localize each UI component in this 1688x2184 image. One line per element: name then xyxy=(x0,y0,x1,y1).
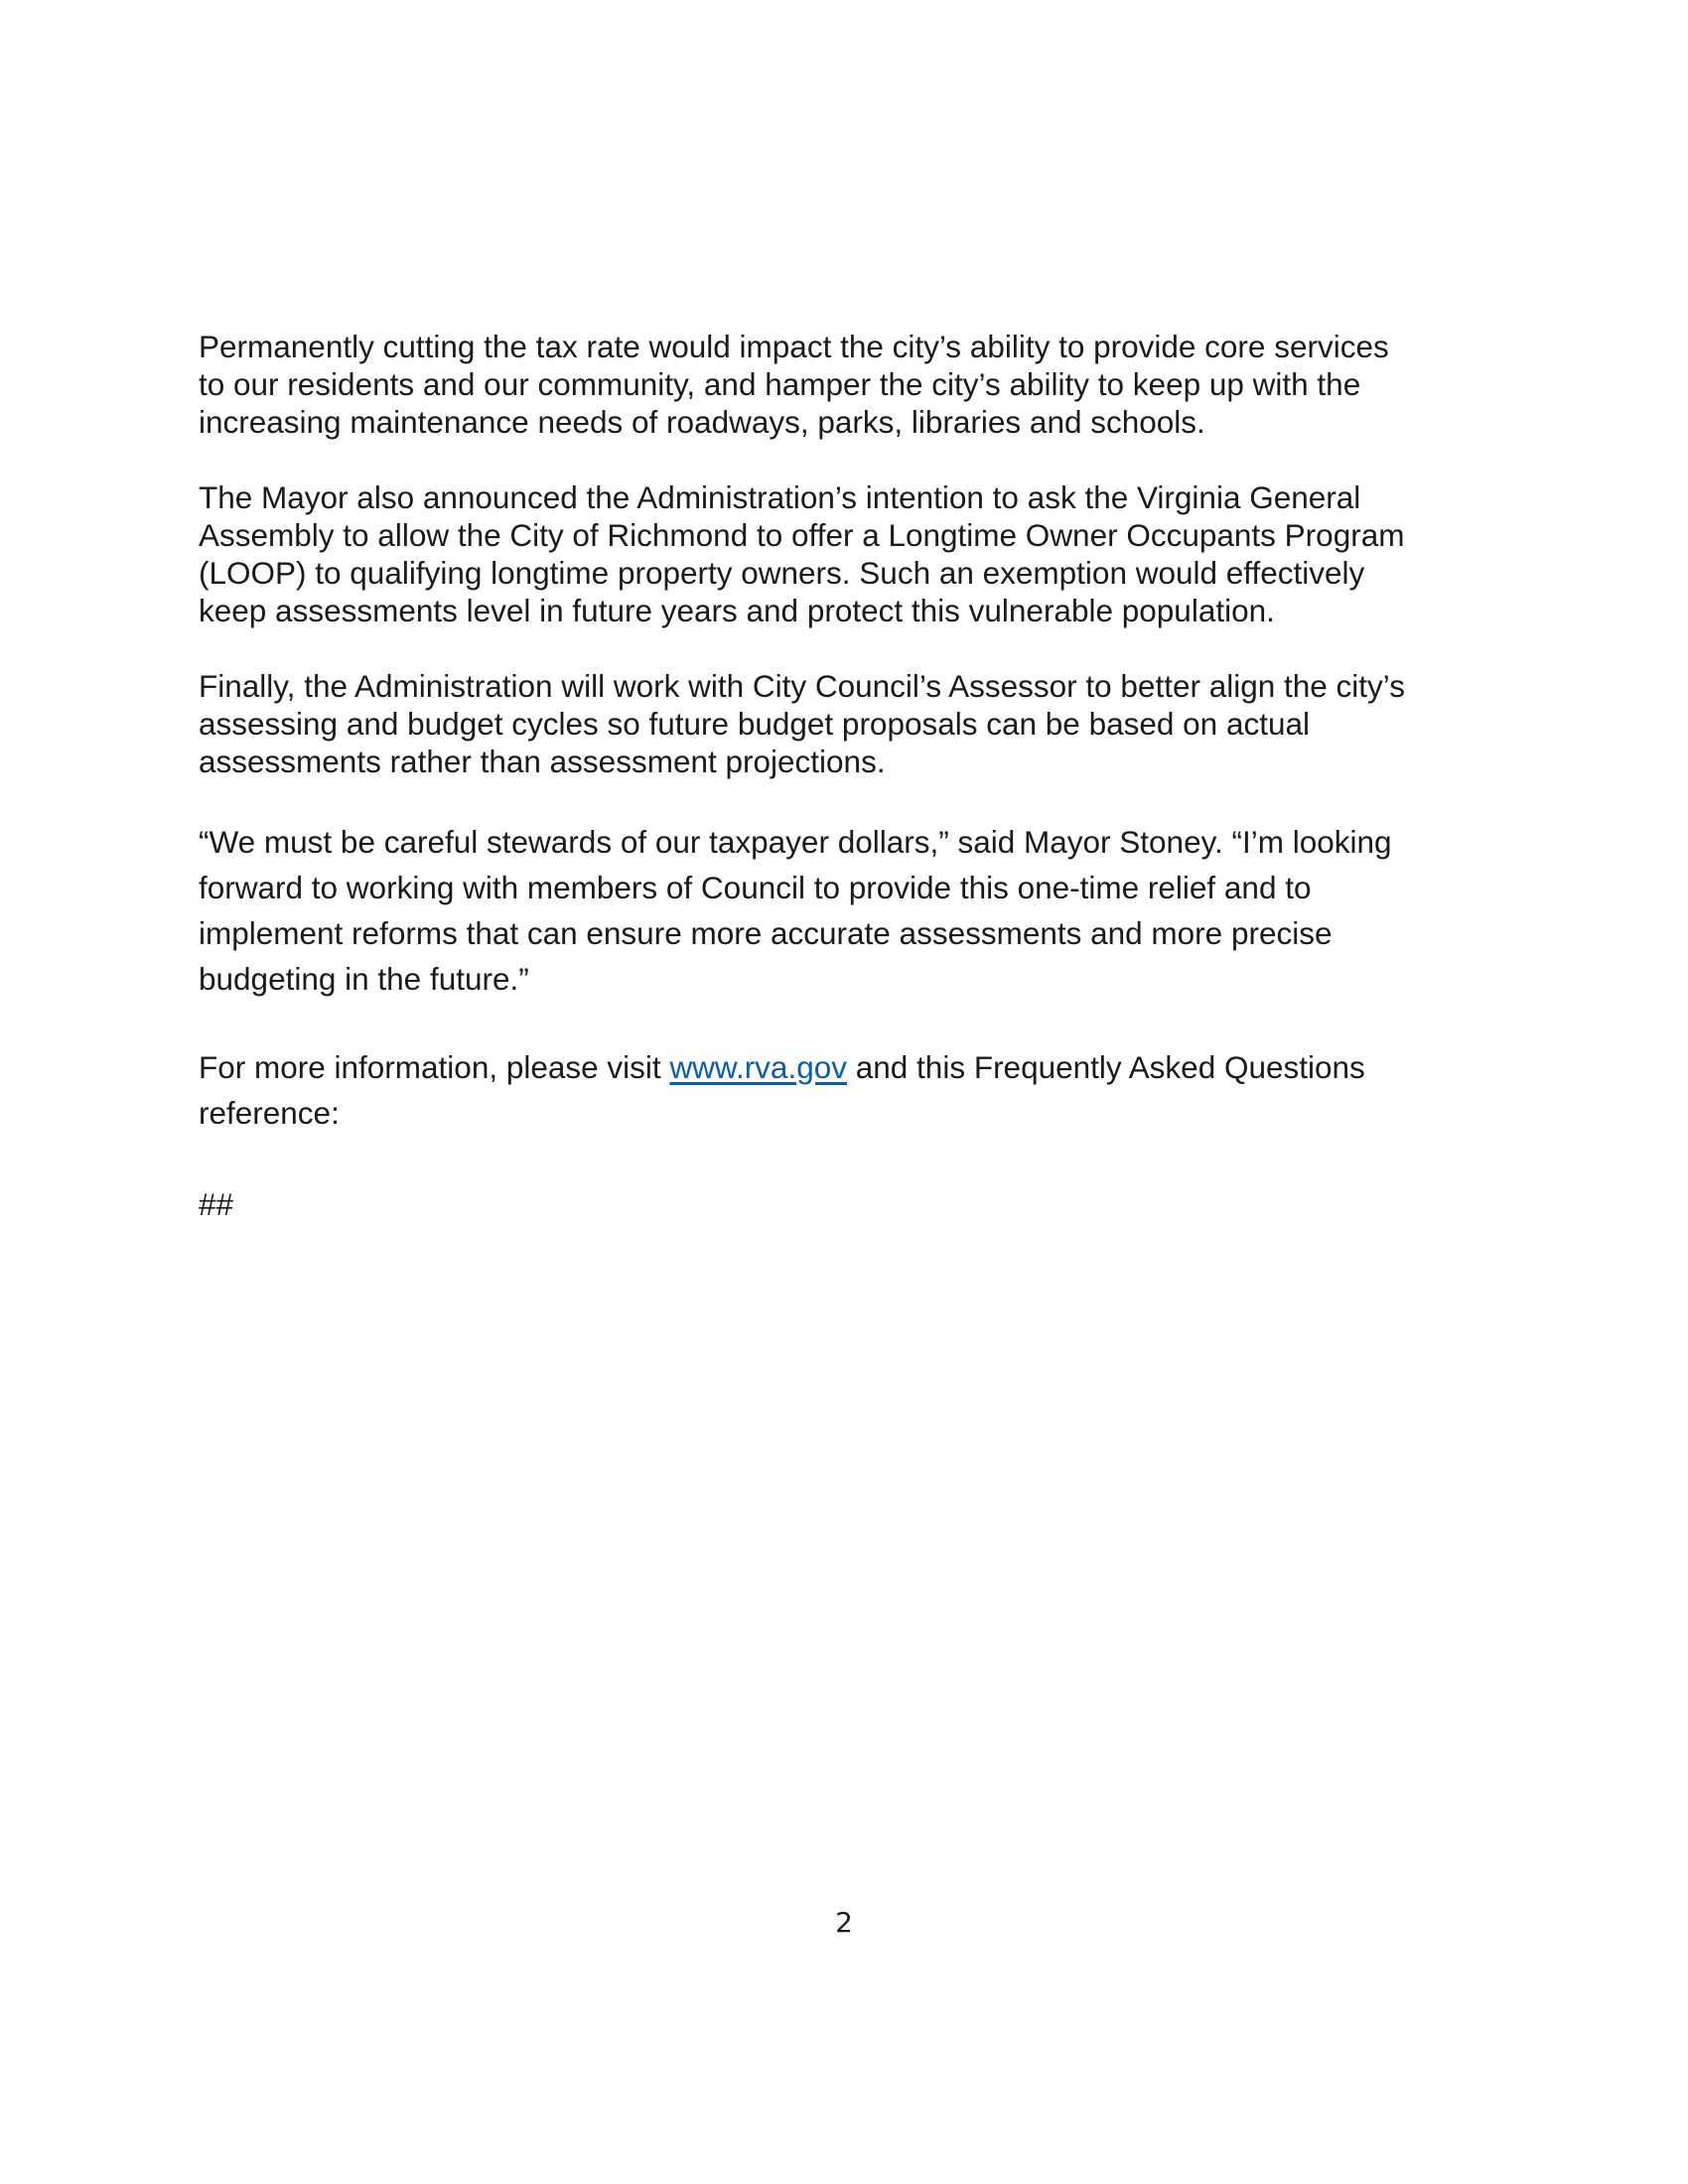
more-info-text-continued: and this Frequently Asked Questions xyxy=(847,1049,1365,1085)
paragraph-line: budgeting in the future.” xyxy=(199,961,529,997)
paragraph-line: increasing maintenance needs of roadways, parks, libraries and schools. xyxy=(199,404,1205,440)
paragraph-more-info xyxy=(199,1044,1519,1136)
paragraph-line: Permanently cutting the tax rate would impact the city’s ability to provide core services xyxy=(199,329,1389,364)
paragraph-line: implement reforms that can ensure more accurate assessments and more precise xyxy=(199,915,1333,951)
paragraph-line: Assembly to allow the City of Richmond to offer a Longtime Owner Occupants Program xyxy=(199,517,1405,553)
paragraph-loop-program xyxy=(199,478,1519,629)
paragraph-mayor-quote xyxy=(199,819,1519,1002)
paragraph-line: assessments rather than assessment projections. xyxy=(199,744,886,779)
paragraph-line: “We must be careful stewards of our taxpayer dollars,” said Mayor Stoney. “I’m looking xyxy=(199,824,1392,860)
paragraph-line: assessing and budget cycles so future budget proposals can be based on actual xyxy=(199,706,1311,742)
paragraph-assessor xyxy=(199,667,1519,780)
paragraph-line: reference: xyxy=(199,1095,340,1131)
paragraph-line xyxy=(199,1044,1519,1090)
end-mark: ## xyxy=(199,1186,234,1222)
paragraph-line: (LOOP) to qualifying longtime property owners. Such an exemption would effectively xyxy=(199,555,1365,591)
paragraph-line: to our residents and our community, and hamper the city’s ability to keep up with the xyxy=(199,366,1361,402)
page-number: 2 xyxy=(835,1906,853,1939)
paragraph-line: keep assessments level in future years and protect this vulnerable population. xyxy=(199,593,1275,628)
rva-gov-link[interactable]: www.rva.gov xyxy=(669,1049,847,1085)
more-info-text: For more information, please visit xyxy=(199,1049,670,1085)
paragraph-tax-rate xyxy=(199,328,1519,441)
paragraph-line: The Mayor also announced the Administration’s intention to ask the Virginia General xyxy=(199,479,1361,515)
paragraph-line: forward to working with members of Council to provide this one-time relief and to xyxy=(199,870,1312,905)
paragraph-line: Finally, the Administration will work with City Council’s Assessor to better align the city’s xyxy=(199,668,1405,704)
